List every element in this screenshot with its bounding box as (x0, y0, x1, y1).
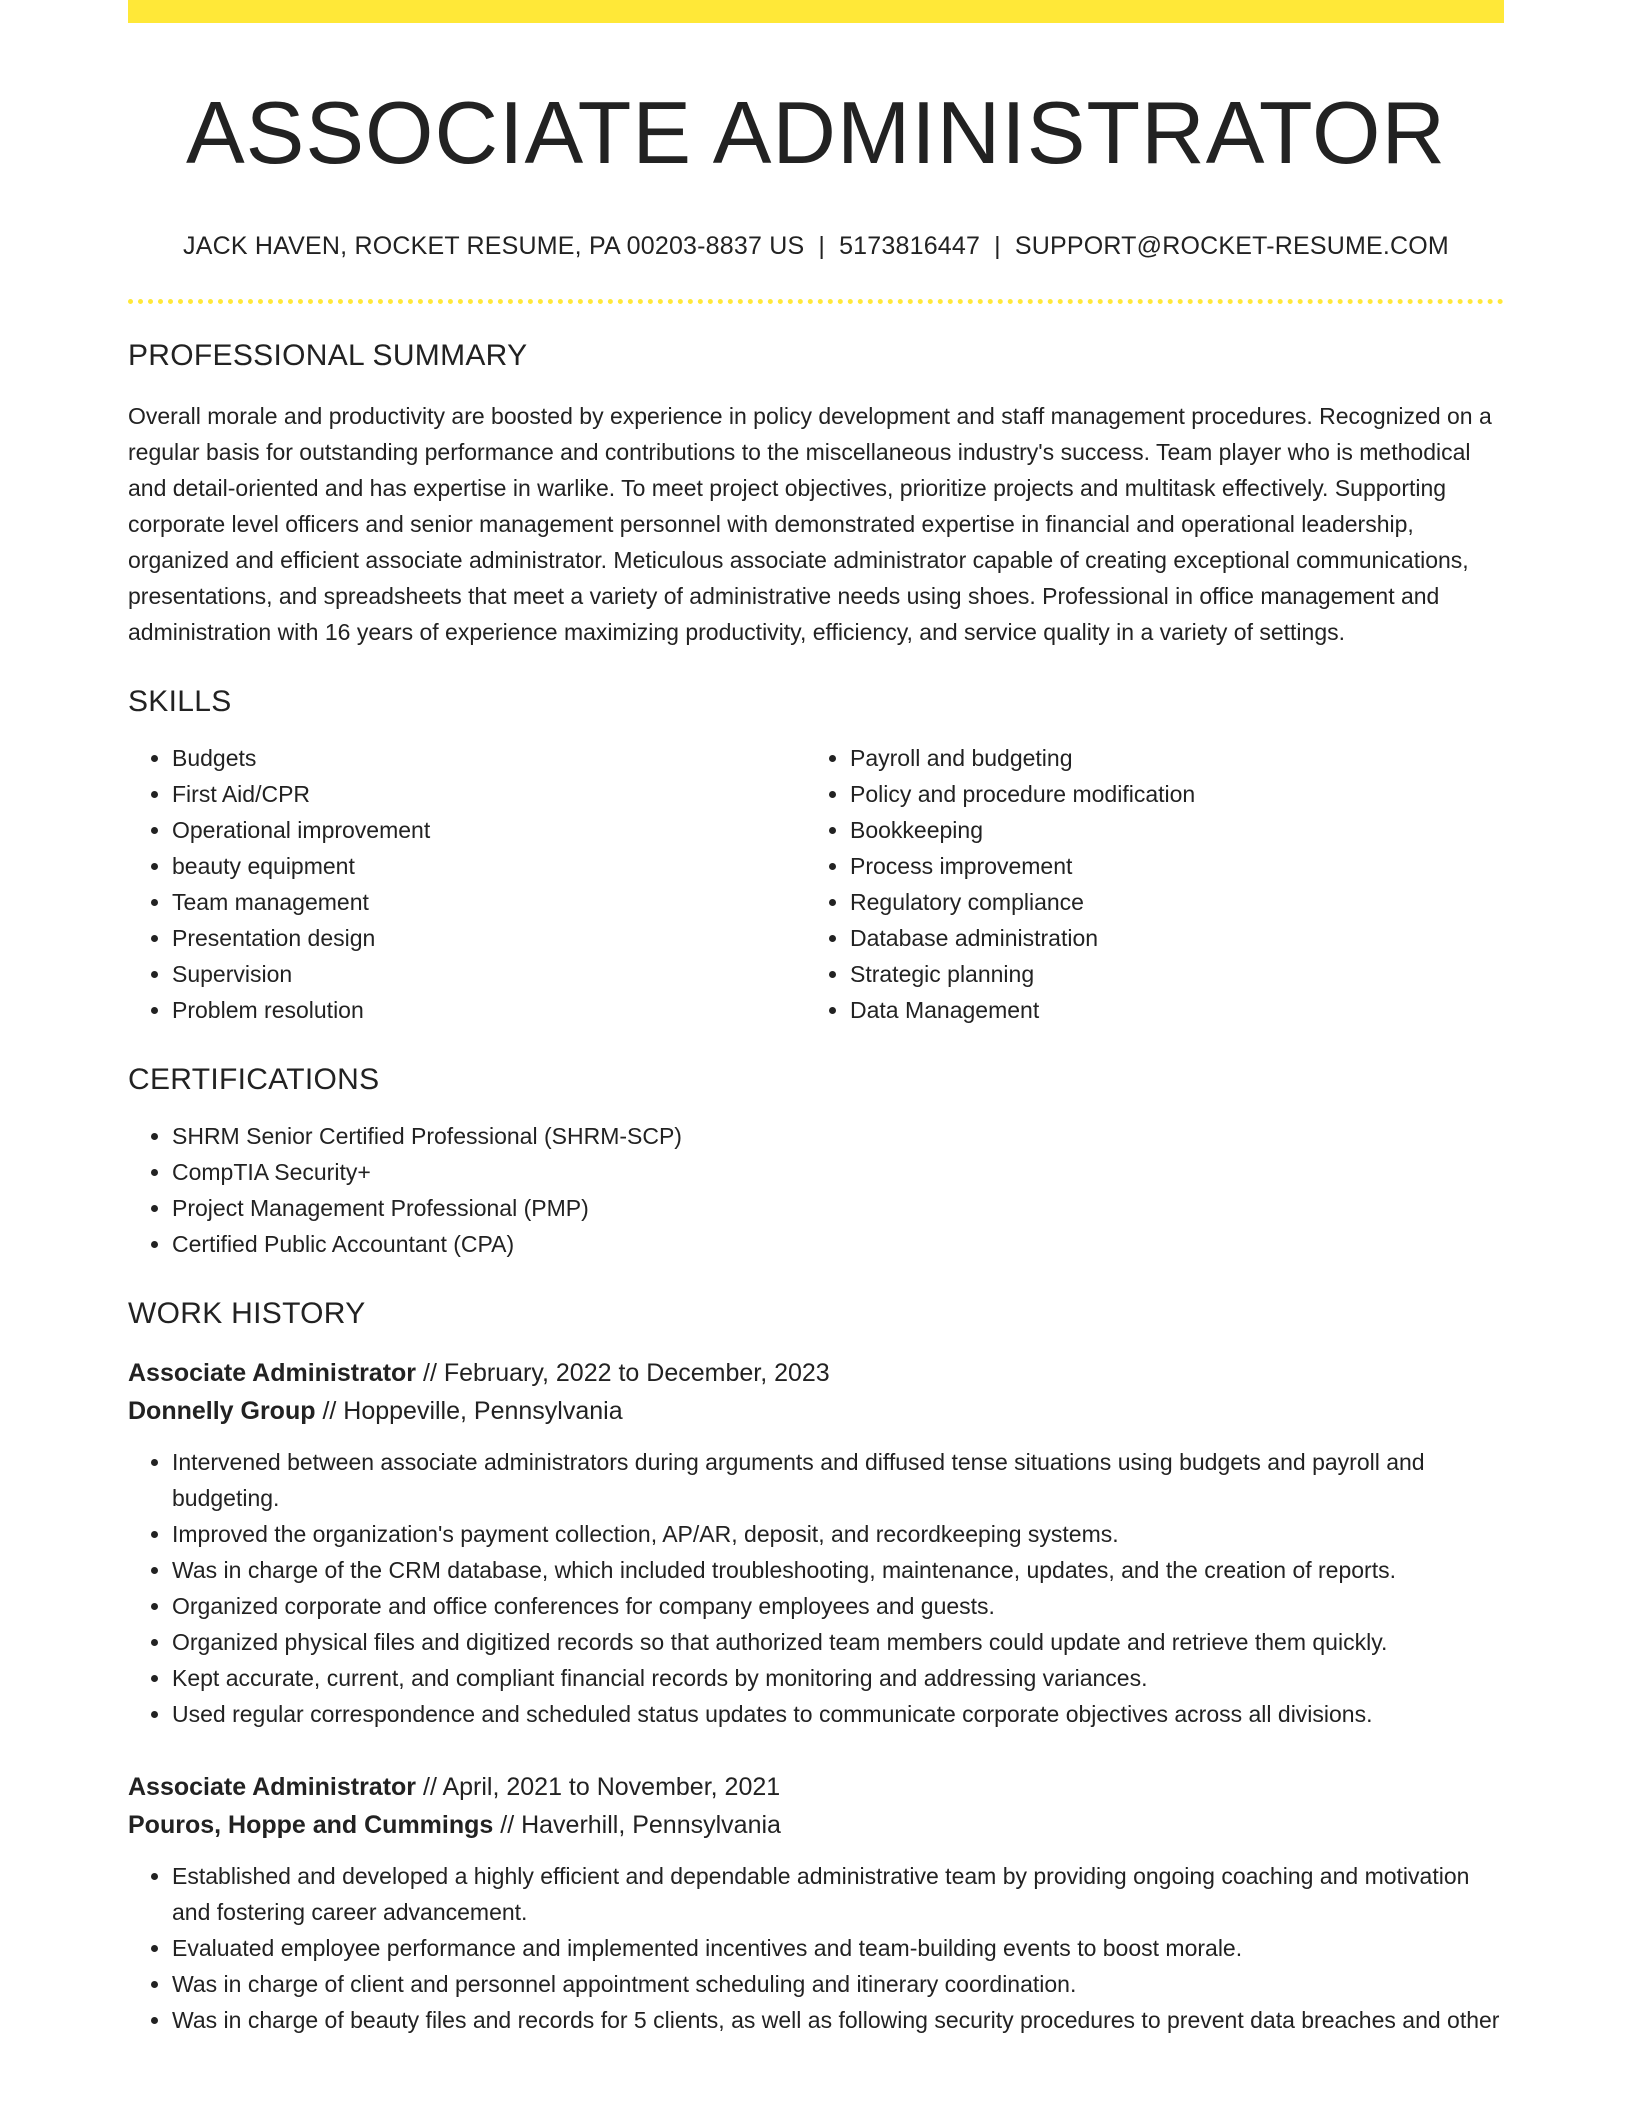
section-title-work-history: WORK HISTORY (128, 1296, 366, 1330)
skill-item: • Presentation design (172, 920, 806, 956)
job-duty: • Organized physical files and digitized records so that authorized team members could update and retrieve them quickly. (172, 1624, 1504, 1660)
skill-item: • Budgets (172, 740, 806, 776)
skill-item: • First Aid/CPR (172, 776, 806, 812)
skill-item: • Database administration (850, 920, 1484, 956)
skill-item: • Problem resolution (172, 992, 806, 1028)
header-divider (128, 299, 1504, 304)
skill-item: • Strategic planning (850, 956, 1484, 992)
job-role: Associate Administrator (128, 1772, 417, 1801)
contact-address: JACK HAVEN, ROCKET RESUME, PA 00203-8837 US (183, 231, 805, 260)
certifications-list (128, 1118, 1504, 1262)
job-duty: • Kept accurate, current, and compliant financial records by monitoring and addressing variances. (172, 1660, 1504, 1696)
contact-separator: | (994, 231, 1001, 260)
top-accent-bar (128, 0, 1504, 23)
contact-email: SUPPORT@ROCKET-RESUME.COM (1014, 231, 1449, 260)
skill-item: • beauty equipment (172, 848, 806, 884)
job-company: Pouros, Hoppe and Cummings (128, 1810, 494, 1839)
contact-line (128, 232, 1504, 261)
skills-grid (128, 740, 1504, 1028)
job-entry (128, 1768, 1504, 2038)
skill-item: • Payroll and budgeting (850, 740, 1484, 776)
skill-item: • Operational improvement (172, 812, 806, 848)
skill-item: • Data Management (850, 992, 1484, 1028)
job-duty: • Was in charge of beauty files and records for 5 clients, as well as following security procedures to prevent data breaches and other (172, 2002, 1504, 2038)
job-duty: • Established and developed a highly efficient and dependable administrative team by providing ongoing coaching and motivation and fostering career advancement. (172, 1858, 1504, 1930)
contact-phone: 5173816447 (839, 231, 981, 260)
skills-list-left (128, 740, 806, 1028)
job-duty: • Was in charge of the CRM database, which included troubleshooting, maintenance, updates, and the creation of reports. (172, 1552, 1504, 1588)
job-location: // Haverhill, Pennsylvania (493, 1810, 781, 1839)
job-duty: • Used regular correspondence and scheduled status updates to communicate corporate objectives across all divisions. (172, 1696, 1504, 1732)
job-duty: • Was in charge of client and personnel appointment scheduling and itinerary coordination. (172, 1966, 1504, 2002)
skill-item: • Supervision (172, 956, 806, 992)
job-role-line (128, 1768, 1504, 1806)
skill-item: • Team management (172, 884, 806, 920)
job-role: Associate Administrator (128, 1358, 417, 1387)
resume-page (128, 0, 1504, 2038)
job-location: // Hoppeville, Pennsylvania (315, 1396, 623, 1425)
job-role-line (128, 1354, 1504, 1392)
section-title-summary: PROFESSIONAL SUMMARY (128, 338, 528, 372)
section-title-certifications: CERTIFICATIONS (128, 1062, 380, 1096)
certification-item: • CompTIA Security+ (172, 1154, 1504, 1190)
resume-name-title: ASSOCIATE ADMINISTRATOR (185, 83, 1447, 182)
skill-item: • Bookkeeping (850, 812, 1484, 848)
job-duties-list (128, 1858, 1504, 2038)
certification-item: • Certified Public Accountant (CPA) (172, 1226, 1504, 1262)
job-duty: • Evaluated employee performance and implemented incentives and team-building events to boost morale. (172, 1930, 1504, 1966)
skill-item: • Regulatory compliance (850, 884, 1484, 920)
job-duty: • Intervened between associate administrators during arguments and diffused tense situations using budgets and payroll and budgeting. (172, 1444, 1504, 1516)
job-duty: • Improved the organization's payment collection, AP/AR, deposit, and recordkeeping systems. (172, 1516, 1504, 1552)
contact-separator: | (818, 231, 826, 260)
section-title-skills: SKILLS (128, 684, 232, 718)
skill-item: • Process improvement (850, 848, 1484, 884)
job-duty: • Organized corporate and office conferences for company employees and guests. (172, 1588, 1504, 1624)
skills-list-right (806, 740, 1484, 1028)
job-company: Donnelly Group (128, 1396, 316, 1425)
job-company-line (128, 1392, 1504, 1430)
certification-item: • Project Management Professional (PMP) (172, 1190, 1504, 1226)
job-dates: // April, 2021 to November, 2021 (416, 1772, 781, 1801)
summary-text: Overall morale and productivity are boosted by experience in policy development and staff management procedures. Recognized on a regular basis for outstanding performance and contributions to the miscellaneous industry's success. Team player who is methodical and detail-oriented and has expertise in warlike. To meet project objectives, prioritize projects and multitask effectively. Supporting corporate level officers and senior management personnel with demonstrated expertise in financial and operational leadership, organized and efficient associate administrator. Meticulous associate administrator capable of creating exceptional communications, presentations, and spreadsheets that meet a variety of administrative needs using shoes. Professional in office management and administration with 16 years of experience maximizing productivity, efficiency, and service quality in a variety of settings. (128, 402, 1492, 645)
job-entry (128, 1354, 1504, 1732)
job-dates: // February, 2022 to December, 2023 (416, 1358, 830, 1387)
certification-item: • SHRM Senior Certified Professional (SHRM-SCP) (172, 1118, 1504, 1154)
job-duties-list (128, 1444, 1504, 1732)
skill-item: • Policy and procedure modification (850, 776, 1484, 812)
job-company-line (128, 1806, 1504, 1844)
